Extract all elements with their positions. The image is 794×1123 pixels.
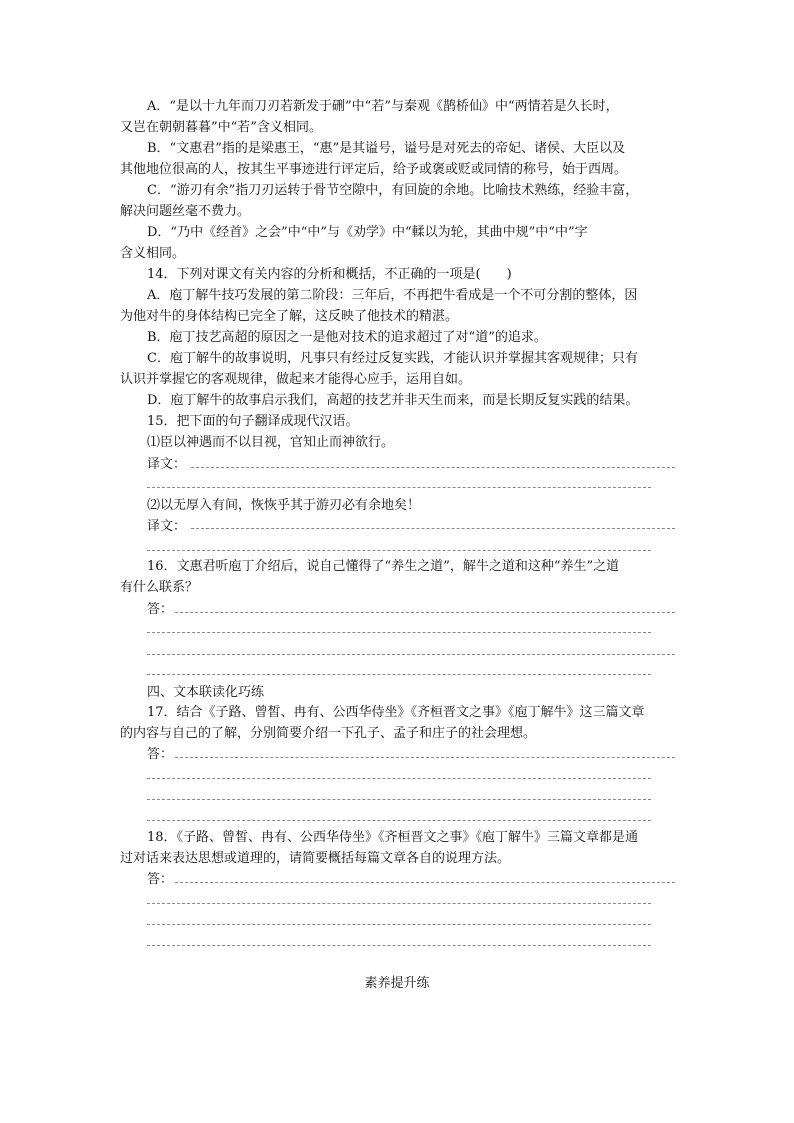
q18-answer-line-4[interactable]	[147, 945, 651, 946]
q16-answer-line-1[interactable]	[175, 612, 675, 613]
q14-option-a-line1: A．庖丁解牛技巧发展的第二阶段：三年后，不再把牛看成是一个不可分割的整体，因	[147, 288, 638, 303]
q13-option-a	[120, 96, 676, 138]
q15	[120, 411, 676, 453]
q16-line1: 16．文惠君听庖丁介绍后，说自己懂得了“养生之道”，解牛之道和这种“养生”之道	[147, 559, 620, 574]
q17-answer-label: 答：	[147, 747, 174, 762]
q17-answer-line-1[interactable]	[175, 757, 675, 758]
q14-option-c-line1: C．庖丁解牛的故事说明，凡事只有经过反复实践，才能认识并掌握其客观规律；只有	[147, 351, 638, 366]
q18-answer-line-1[interactable]	[175, 882, 675, 883]
q14-option-a-line2: 为他对牛的身体结构已完全了解，这反映了他技术的精湛。	[120, 309, 459, 324]
q18-answer-line-2[interactable]	[147, 903, 651, 904]
q16-line2: 有什么联系？	[120, 580, 199, 595]
q15-2-answer-line-1[interactable]	[191, 528, 675, 529]
q14-option-d: D．庖丁解牛的故事启示我们，高超的技艺并非天生而来，而是长期反复实践的结果。	[147, 393, 639, 408]
q15-sentence-2: ⑵以无厚入有间，恢恢乎其于游刃必有余地矣！	[147, 498, 421, 513]
q15-stem: 15．把下面的句子翻译成现代汉语。	[147, 414, 359, 429]
section-heading-4: 四、文本联读化巧练	[147, 685, 265, 700]
q18-answer-line-3[interactable]	[147, 924, 651, 925]
q18-line2: 过对话来表达思想或道理的，请简要概括每篇文章各自的说理方法。	[120, 851, 511, 866]
q13-option-d	[120, 222, 676, 264]
q13-option-c-line1: C．“游刃有余”指刀刃运转于骨节空隙中，有回旋的余地。比喻技术熟练，经验丰富，	[147, 183, 639, 198]
q13-option-c	[120, 180, 676, 222]
q15-1-answer-line-2[interactable]	[147, 487, 651, 488]
q15-2-translation-label: 译文：	[147, 519, 187, 534]
q16-answer-line-3[interactable]	[147, 654, 675, 655]
q16-answer-line-2[interactable]	[147, 632, 651, 633]
q13-option-a-line2: 又岂在朝朝暮暮”中“若”含义相同。	[120, 120, 322, 135]
q17-answer-line-2[interactable]	[147, 778, 651, 779]
q15-1-translation-label: 译文：	[147, 457, 187, 472]
q16-answer-line-4[interactable]	[147, 674, 651, 675]
q18-answer-label: 答：	[147, 872, 174, 887]
q13-option-b-line1: B．“文惠君”指的是梁惠王，“惠”是其谥号，谥号是对死去的帝妃、诸侯、大臣以及	[147, 141, 626, 156]
q13-option-b	[120, 138, 676, 180]
section-heading-literacy-practice: 素养提升练	[364, 976, 430, 991]
q13-option-b-line2: 其他地位很高的人，按其生平事迹进行评定后，给予或褒或贬或同情的称号，始于西周。	[120, 162, 628, 177]
q16	[120, 556, 676, 598]
q14-option-c-line2: 认识并掌握它的客观规律，做起来才能得心应手，运用自如。	[120, 372, 472, 387]
q17-answer-line-4[interactable]	[147, 820, 651, 821]
q18	[120, 827, 676, 869]
q17	[120, 702, 676, 744]
q18-line1: 18．《子路、曾皙、冉有、公西华侍坐》《齐桓晋文之事》《庖丁解牛》三篇文章都是通	[147, 830, 639, 845]
q16-answer-label: 答：	[147, 602, 174, 617]
q15-2-answer-line-2[interactable]	[147, 550, 651, 551]
q15-1-answer-line-1[interactable]	[191, 467, 675, 468]
q14-option-b: B．庖丁技艺高超的原因之一是他对技术的追求超过了对“道”的追求。	[147, 330, 547, 345]
q15-sentence-1: ⑴臣以神遇而不以目视，官知止而神欲行。	[147, 435, 395, 450]
q17-line2: 的内容与自己的了解，分别简要介绍一下孔子、孟子和庄子的社会理想。	[120, 726, 537, 741]
q17-answer-line-3[interactable]	[147, 799, 651, 800]
q13-option-d-line1: D．“乃中《经首》之会”中“中”与《劝学》中“輮以为轮，其曲中规”中“中”字	[147, 225, 588, 240]
q17-line1: 17．结合《子路、曾皙、冉有、公西华侍坐》《齐桓晋文之事》《庖丁解牛》这三篇文章	[147, 705, 645, 720]
q13-option-d-line2: 含义相同。	[120, 246, 186, 261]
q13-option-c-line2: 解决问题丝毫不费力。	[120, 204, 251, 219]
q14	[120, 264, 676, 411]
q13-option-a-line1: A．“是以十九年而刀刃若新发于硎”中“若”与秦观《鹊桥仙》中“两情若是久长时，	[147, 99, 619, 114]
q14-stem: 14．下列对课文有关内容的分析和概括，不正确的一项是( )	[147, 267, 512, 282]
